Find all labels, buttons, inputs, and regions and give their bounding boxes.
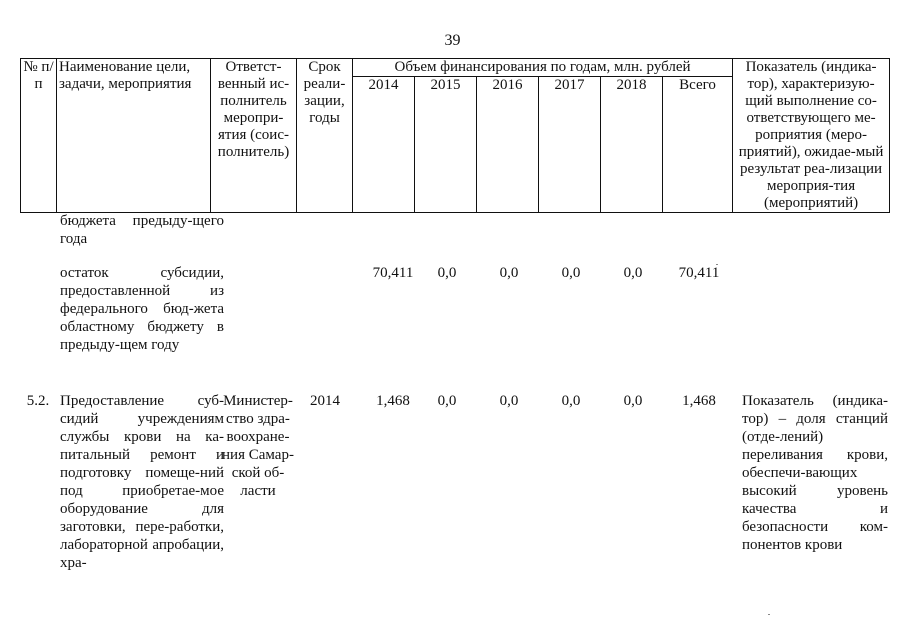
header-indicator: Показатель (индика-тор), характеризую-щий выполнение со-ответствующего ме-роприятия (меро-приятий), ожидае-мый результат реа-лизации мероприя-тия (мероприятий) <box>733 59 890 213</box>
row-value-2017: 0,0 <box>561 393 581 409</box>
row-value-2014: 1,468 <box>376 393 410 409</box>
row-value-2018: 0,0 <box>623 393 643 409</box>
page-number: 39 <box>444 32 461 49</box>
header-year-total: Всего <box>663 77 733 213</box>
row-value-2014: 70,411 <box>372 265 414 281</box>
row-value-2017: 0,0 <box>561 265 581 281</box>
row-indicator: Показатель (индика-тор) – доля станций (отде-лений) переливания крови, обеспечи-вающих высокий уровень качества и безопасности ком-понентов крови <box>742 393 888 553</box>
row-value-2015: 0,0 <box>437 393 457 409</box>
row-value-total: 70,411 <box>678 265 720 281</box>
table-body <box>20 212 889 572</box>
table-row <box>20 212 889 264</box>
scan-speck <box>768 614 770 615</box>
header-year: 2015 <box>415 77 477 213</box>
row-responsible: Министер-ство здра-воохране-ния Самар-ской об-ласти <box>222 393 294 499</box>
header-name: Наименование цели, задачи, мероприятия <box>57 59 211 213</box>
row-value-2016: 0,0 <box>499 265 519 281</box>
header-year: 2016 <box>477 77 539 213</box>
row-value-2018: 0,0 <box>623 265 643 281</box>
scan-speck <box>716 264 718 265</box>
table-row <box>20 392 889 572</box>
row-name: бюджета предыду-щего года <box>60 213 224 247</box>
row-name: остаток субсидии, предоставленной из федерального бюд-жета областному бюджету в предыду-щем году <box>60 265 224 353</box>
table-header <box>20 58 890 213</box>
header-year: 2018 <box>601 77 663 213</box>
header-year: 2014 <box>353 77 415 213</box>
row-name: Предоставление суб-сидий учреждениям службы крови на ка-питальный ремонт и подготовку помеще-ний под приобретае-мое оборудование для заготовки, пере-работки, лабораторной апробации, хра- <box>60 393 224 571</box>
header-funding-title: Объем финансирования по годам, млн. рублей <box>353 59 733 77</box>
header-responsible: Ответст-венный ис-полнитель меропри-ятия (соис-полнитель) <box>211 59 297 213</box>
row-value-2016: 0,0 <box>499 393 519 409</box>
row-value-total: 1,468 <box>682 393 716 409</box>
header-num: № п/п <box>21 59 57 213</box>
header-term: Срок реали-зации, годы <box>297 59 353 213</box>
row-value-2015: 0,0 <box>437 265 457 281</box>
row-term: 2014 <box>310 393 340 409</box>
row-num: 5.2. <box>26 393 50 409</box>
table-row <box>20 264 889 392</box>
header-year: 2017 <box>539 77 601 213</box>
